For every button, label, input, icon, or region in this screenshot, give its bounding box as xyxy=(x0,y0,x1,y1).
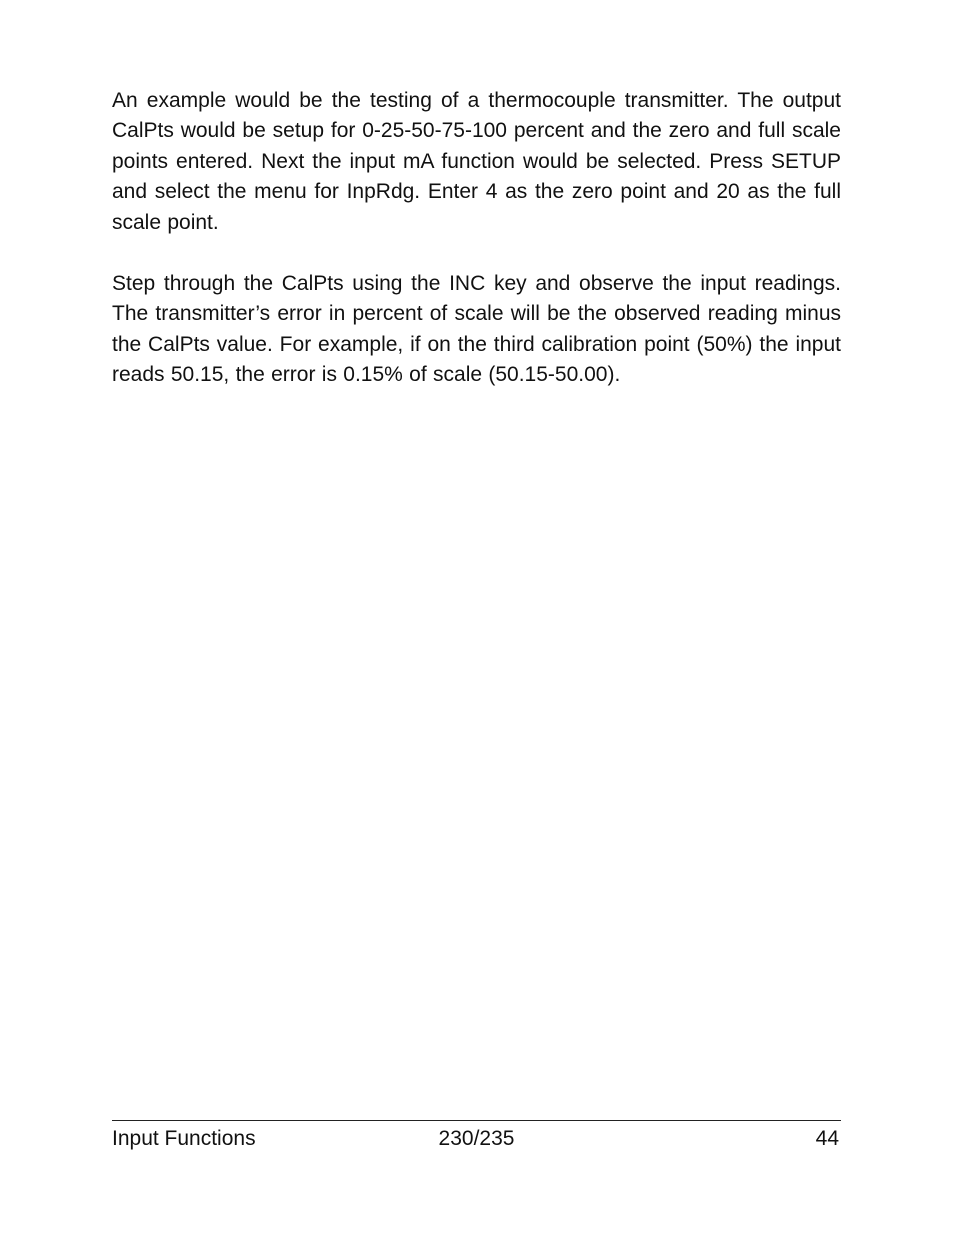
footer-page-number: 44 xyxy=(815,1127,839,1150)
footer-section-title: Input Functions xyxy=(112,1127,256,1150)
page-body xyxy=(112,86,841,391)
footer-model-number: 230/235 xyxy=(438,1127,515,1150)
page-footer xyxy=(112,1120,841,1161)
paragraph-calpts-procedure: Step through the CalPts using the INC key and observe the input readings. The transmitter’s error in percent of scale will be the observed reading minus the CalPts value. For example, if on the third calibration point (50%) the input reads 50.15, the error is 0.15% of scale (50.15-50.00). xyxy=(112,272,841,387)
paragraph-thermocouple-example: An example would be the testing of a thermocouple transmitter. The output CalPts would be setup for 0-25-50-75-100 percent and the zero and full scale points entered. Next the input mA function would be selected. Press SETUP and select the menu for InpRdg. Enter 4 as the zero point and 20 as the full scale point. xyxy=(112,89,841,234)
